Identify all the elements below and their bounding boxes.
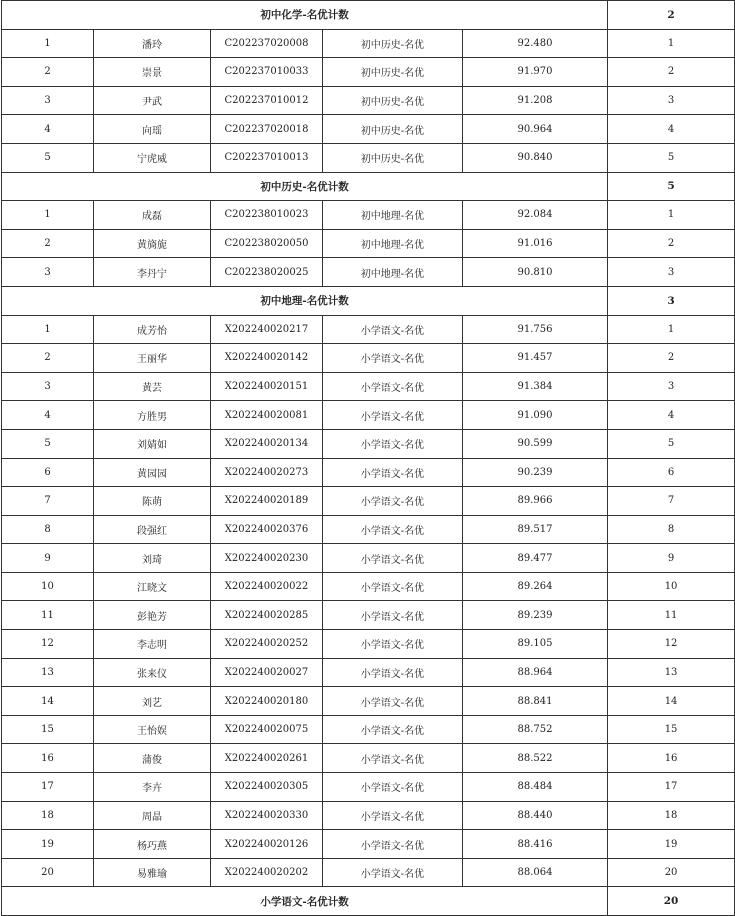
name-cell: 刘艺 [94,687,211,716]
score-cell: 88.522 [463,744,608,773]
score-cell: 88.064 [463,858,608,887]
table-row [2,658,735,687]
exam-id-cell: X202240020134 [211,429,323,458]
score-cell: 91.756 [463,315,608,344]
score-cell: 91.970 [463,58,608,87]
seq-cell: 2 [2,344,94,373]
score-cell: 89.264 [463,572,608,601]
name-cell: 陈萌 [94,487,211,516]
subject-cell: 小学语文-名优 [323,687,463,716]
exam-id-cell: X202240020081 [211,401,323,430]
rank-cell: 4 [608,115,735,144]
name-cell: 段强红 [94,515,211,544]
table-row [2,429,735,458]
table-row [2,773,735,802]
exam-id-cell: X202240020151 [211,372,323,401]
seq-cell: 5 [2,143,94,172]
seq-cell: 2 [2,229,94,258]
rank-cell: 2 [608,344,735,373]
exam-id-cell: C202237010033 [211,58,323,87]
summary-count: 5 [608,172,735,201]
exam-id-cell: X202240020189 [211,487,323,516]
score-cell: 89.239 [463,601,608,630]
seq-cell: 20 [2,858,94,887]
exam-id-cell: C202237010013 [211,143,323,172]
seq-cell: 12 [2,630,94,659]
name-cell: 李丹宁 [94,258,211,287]
rank-cell: 10 [608,572,735,601]
name-cell: 向瑶 [94,115,211,144]
table-row [2,515,735,544]
table-row [2,487,735,516]
exam-id-cell: C202237020008 [211,29,323,58]
score-cell: 88.416 [463,830,608,859]
table-row [2,715,735,744]
rank-cell: 1 [608,201,735,230]
rank-cell: 4 [608,401,735,430]
rank-cell: 8 [608,515,735,544]
score-cell: 90.810 [463,258,608,287]
summary-row [2,172,735,201]
rank-cell: 3 [608,372,735,401]
name-cell: 易雅瑜 [94,858,211,887]
exam-id-cell: X202240020252 [211,630,323,659]
rank-cell: 14 [608,687,735,716]
table-row [2,115,735,144]
rank-cell: 6 [608,458,735,487]
seq-cell: 7 [2,487,94,516]
exam-id-cell: X202240020180 [211,687,323,716]
rank-cell: 5 [608,143,735,172]
seq-cell: 18 [2,801,94,830]
score-cell: 92.480 [463,29,608,58]
table-row [2,29,735,58]
name-cell: 宁虎威 [94,143,211,172]
subject-cell: 初中历史-名优 [323,58,463,87]
exam-id-cell: X202240020230 [211,544,323,573]
table-row [2,544,735,573]
name-cell: 王怡娱 [94,715,211,744]
name-cell: 彭艳芳 [94,601,211,630]
seq-cell: 15 [2,715,94,744]
rank-cell: 9 [608,544,735,573]
exam-id-cell: X202240020305 [211,773,323,802]
name-cell: 周晶 [94,801,211,830]
summary-label: 小学语文-名优计数 [2,887,608,916]
exam-id-cell: X202240020285 [211,601,323,630]
summary-count: 3 [608,286,735,315]
rank-cell: 15 [608,715,735,744]
score-cell: 90.599 [463,429,608,458]
subject-cell: 初中历史-名优 [323,115,463,144]
table-row [2,687,735,716]
name-cell: 江晓文 [94,572,211,601]
score-cell: 91.208 [463,86,608,115]
score-cell: 89.517 [463,515,608,544]
seq-cell: 3 [2,86,94,115]
exam-id-cell: C202238020050 [211,229,323,258]
subject-cell: 初中地理-名优 [323,201,463,230]
summary-row [2,286,735,315]
seq-cell: 19 [2,830,94,859]
subject-cell: 小学语文-名优 [323,601,463,630]
score-cell: 91.090 [463,401,608,430]
summary-count: 2 [608,1,735,30]
rank-cell: 17 [608,773,735,802]
subject-cell: 小学语文-名优 [323,715,463,744]
subject-cell: 小学语文-名优 [323,630,463,659]
exam-id-cell: X202240020376 [211,515,323,544]
summary-label: 初中化学-名优计数 [2,1,608,30]
seq-cell: 13 [2,658,94,687]
rank-cell: 12 [608,630,735,659]
table-row [2,858,735,887]
table-row [2,401,735,430]
score-cell: 88.440 [463,801,608,830]
score-cell: 89.966 [463,487,608,516]
table-row [2,58,735,87]
rank-cell: 20 [608,858,735,887]
exam-id-cell: C202238020025 [211,258,323,287]
score-cell: 89.105 [463,630,608,659]
exam-id-cell: X202240020027 [211,658,323,687]
score-cell: 88.841 [463,687,608,716]
name-cell: 潘玲 [94,29,211,58]
rank-cell: 13 [608,658,735,687]
summary-label: 初中历史-名优计数 [2,172,608,201]
rank-cell: 18 [608,801,735,830]
rank-cell: 5 [608,429,735,458]
exam-id-cell: X202240020075 [211,715,323,744]
name-cell: 黄芸 [94,372,211,401]
subject-cell: 初中历史-名优 [323,143,463,172]
summary-count: 20 [608,887,735,916]
table-row [2,344,735,373]
table-row [2,229,735,258]
seq-cell: 6 [2,458,94,487]
seq-cell: 1 [2,315,94,344]
exam-id-cell: X202240020273 [211,458,323,487]
seq-cell: 3 [2,258,94,287]
table-row [2,372,735,401]
subject-cell: 小学语文-名优 [323,801,463,830]
name-cell: 尹武 [94,86,211,115]
exam-id-cell: X202240020142 [211,344,323,373]
name-cell: 崇景 [94,58,211,87]
rank-cell: 2 [608,58,735,87]
subject-cell: 小学语文-名优 [323,515,463,544]
exam-id-cell: C202237010012 [211,86,323,115]
table-row [2,258,735,287]
seq-cell: 2 [2,58,94,87]
score-cell: 91.016 [463,229,608,258]
rank-cell: 3 [608,86,735,115]
table-row [2,830,735,859]
name-cell: 张来仪 [94,658,211,687]
name-cell: 黄园园 [94,458,211,487]
seq-cell: 1 [2,201,94,230]
seq-cell: 5 [2,429,94,458]
exam-id-cell: X202240020217 [211,315,323,344]
ranking-table [1,0,735,916]
summary-label: 初中地理-名优计数 [2,286,608,315]
name-cell: 刘琦 [94,544,211,573]
table-row [2,201,735,230]
subject-cell: 小学语文-名优 [323,773,463,802]
exam-id-cell: X202240020202 [211,858,323,887]
rank-cell: 2 [608,229,735,258]
subject-cell: 小学语文-名优 [323,344,463,373]
seq-cell: 4 [2,115,94,144]
subject-cell: 初中历史-名优 [323,29,463,58]
score-cell: 88.484 [463,773,608,802]
seq-cell: 3 [2,372,94,401]
rank-cell: 11 [608,601,735,630]
seq-cell: 8 [2,515,94,544]
name-cell: 杨巧燕 [94,830,211,859]
subject-cell: 初中历史-名优 [323,86,463,115]
name-cell: 黄旖旎 [94,229,211,258]
score-cell: 90.239 [463,458,608,487]
subject-cell: 小学语文-名优 [323,544,463,573]
name-cell: 李志明 [94,630,211,659]
table-row [2,143,735,172]
exam-id-cell: C202238010023 [211,201,323,230]
table-row [2,572,735,601]
score-cell: 88.964 [463,658,608,687]
seq-cell: 9 [2,544,94,573]
subject-cell: 小学语文-名优 [323,744,463,773]
name-cell: 王丽华 [94,344,211,373]
ranking-table-body [2,1,735,916]
seq-cell: 4 [2,401,94,430]
summary-row [2,887,735,916]
subject-cell: 小学语文-名优 [323,372,463,401]
subject-cell: 小学语文-名优 [323,429,463,458]
table-row [2,458,735,487]
score-cell: 89.477 [463,544,608,573]
subject-cell: 初中地理-名优 [323,229,463,258]
subject-cell: 初中地理-名优 [323,258,463,287]
exam-id-cell: X202240020330 [211,801,323,830]
summary-row [2,1,735,30]
score-cell: 91.457 [463,344,608,373]
name-cell: 方胜男 [94,401,211,430]
rank-cell: 1 [608,29,735,58]
subject-cell: 小学语文-名优 [323,572,463,601]
score-cell: 88.752 [463,715,608,744]
table-row [2,630,735,659]
seq-cell: 17 [2,773,94,802]
seq-cell: 11 [2,601,94,630]
subject-cell: 小学语文-名优 [323,487,463,516]
table-row [2,801,735,830]
subject-cell: 小学语文-名优 [323,315,463,344]
table-row [2,601,735,630]
rank-cell: 16 [608,744,735,773]
table-row [2,315,735,344]
table-row [2,86,735,115]
subject-cell: 小学语文-名优 [323,401,463,430]
rank-cell: 19 [608,830,735,859]
exam-id-cell: X202240020126 [211,830,323,859]
exam-id-cell: X202240020022 [211,572,323,601]
score-cell: 92.084 [463,201,608,230]
name-cell: 成磊 [94,201,211,230]
score-cell: 90.964 [463,115,608,144]
rank-cell: 1 [608,315,735,344]
exam-id-cell: C202237020018 [211,115,323,144]
name-cell: 蒲俊 [94,744,211,773]
subject-cell: 小学语文-名优 [323,458,463,487]
score-cell: 91.384 [463,372,608,401]
seq-cell: 10 [2,572,94,601]
table-row [2,744,735,773]
seq-cell: 1 [2,29,94,58]
rank-cell: 3 [608,258,735,287]
subject-cell: 小学语文-名优 [323,830,463,859]
seq-cell: 14 [2,687,94,716]
name-cell: 李卉 [94,773,211,802]
rank-cell: 7 [608,487,735,516]
subject-cell: 小学语文-名优 [323,858,463,887]
name-cell: 刘婧如 [94,429,211,458]
subject-cell: 小学语文-名优 [323,658,463,687]
score-cell: 90.840 [463,143,608,172]
exam-id-cell: X202240020261 [211,744,323,773]
name-cell: 成芳怡 [94,315,211,344]
seq-cell: 16 [2,744,94,773]
